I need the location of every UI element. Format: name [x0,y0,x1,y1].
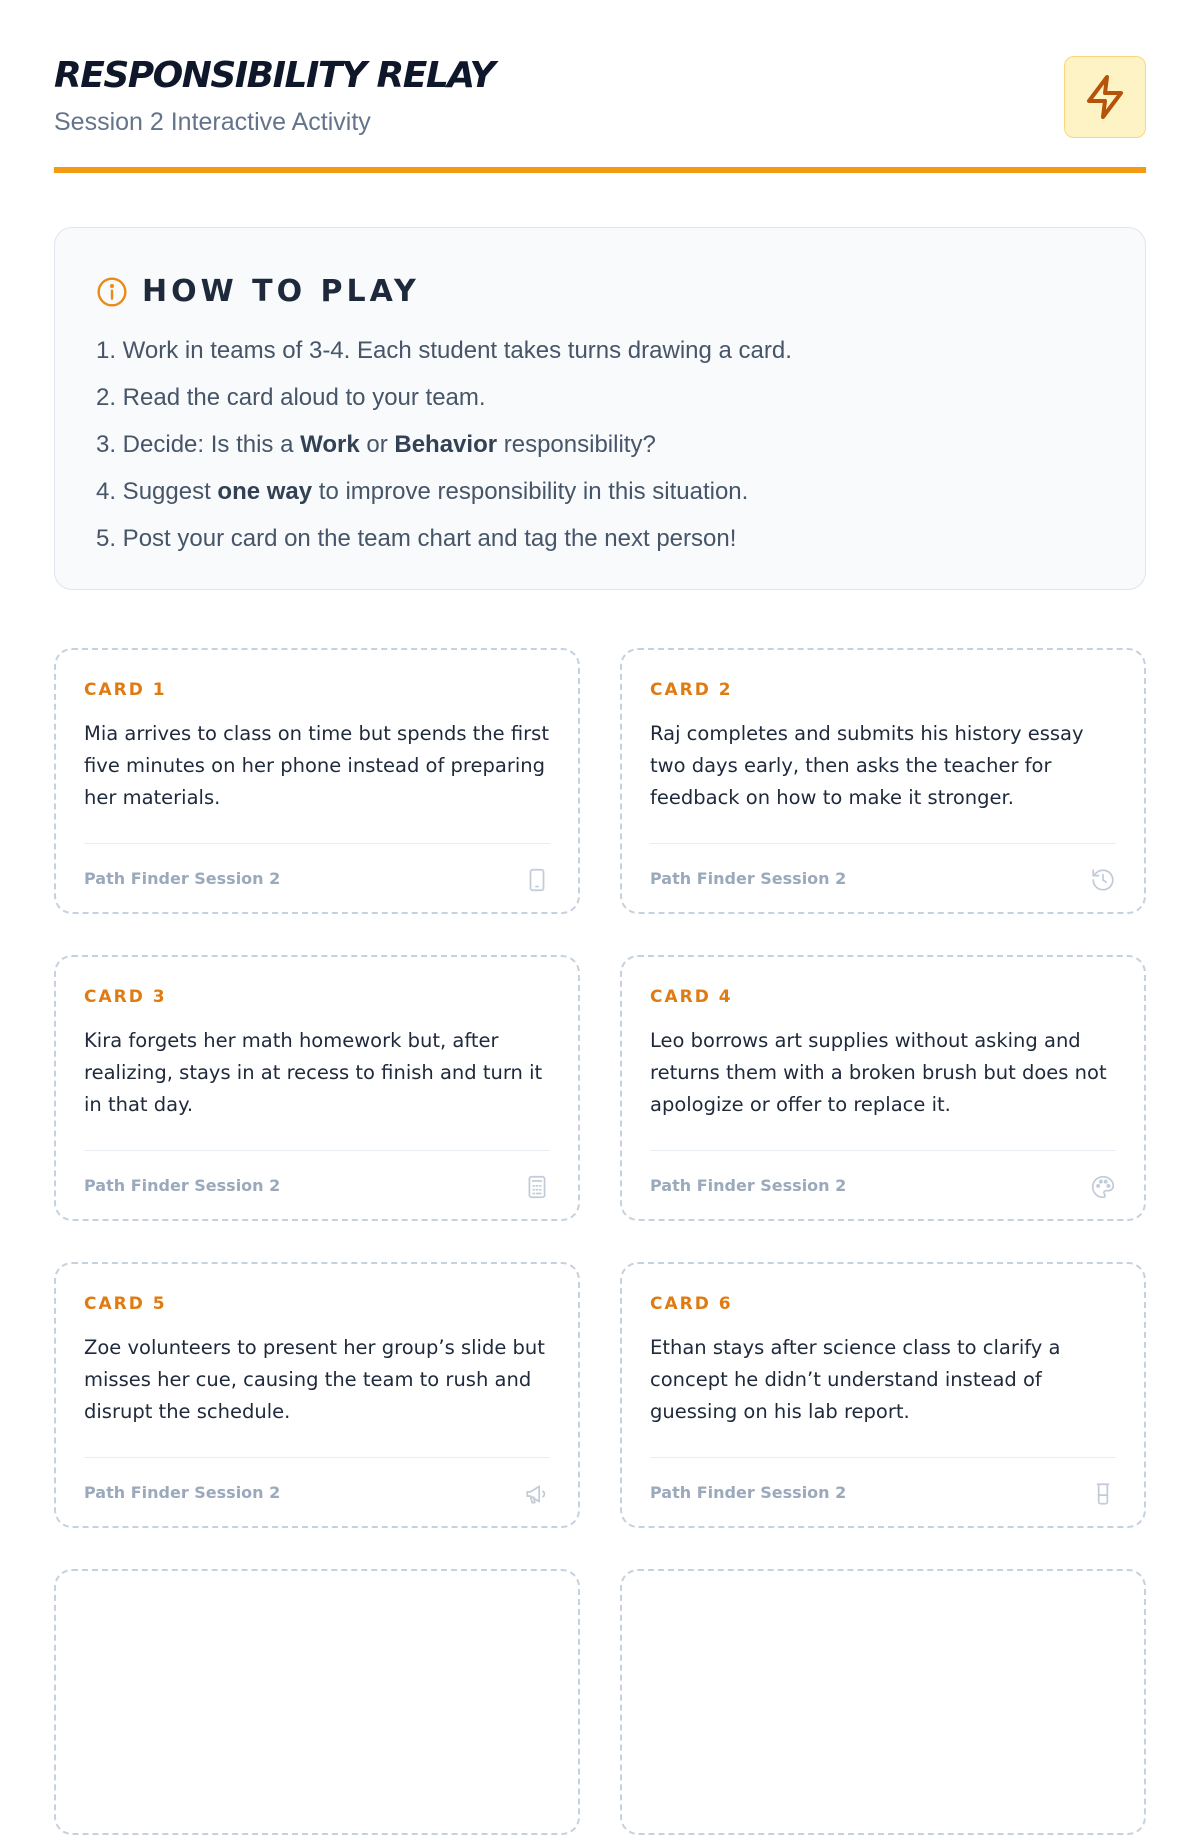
scenario-card-4[interactable] [620,955,1146,1221]
card-scenario-text: Kira forgets her math homework but, after realizing, stays in at recess to finish and turn it in that day. [84,1029,543,1116]
card-scenario-text: Raj completes and submits his history essay two days early, then asks the teacher for feedback on how to make it stronger. [650,722,1084,809]
card-label: CARD 2 [650,680,733,700]
scenario-card-7[interactable] [54,1569,580,1835]
card-scenario-text: Zoe volunteers to present her group’s slide but misses her cue, causing the team to rush and disrupt the schedule. [84,1336,545,1423]
card-scenario-text: Ethan stays after science class to clarify a concept he didn’t understand instead of guessing on his lab report. [650,1336,1061,1423]
page-header [54,0,1146,175]
instruction-step-3: 3. Decide: Is this a Work or Behavior responsibility? [96,431,656,458]
card-footer: Path Finder Session 2 [650,1483,847,1502]
beaker-icon [1090,1481,1116,1507]
card-footer: Path Finder Session 2 [84,869,281,888]
instruction-steps [96,327,792,562]
card-scenario-text: Mia arrives to class on time but spends the first five minutes on her phone instead of preparing her materials. [84,722,549,809]
scenario-card-5[interactable] [54,1262,580,1528]
page-title: RESPONSIBILITY RELAY [54,55,495,96]
info-icon [96,276,128,308]
card-label: CARD 1 [84,680,167,700]
scenario-card-1[interactable] [54,648,580,914]
lightning-bolt-icon [1081,73,1129,121]
card-label: CARD 4 [650,987,733,1007]
card-label: CARD 6 [650,1294,733,1314]
scenario-card-6[interactable] [620,1262,1146,1528]
card-label: CARD 5 [84,1294,167,1314]
how-to-play-panel [54,227,1146,590]
scenario-card-2[interactable] [620,648,1146,914]
term-work: Work [300,431,360,458]
card-footer: Path Finder Session 2 [84,1176,281,1195]
megaphone-icon [524,1481,550,1507]
card-scenario-text: Leo borrows art supplies without asking and returns them with a broken brush but does not apologize or offer to replace it. [650,1029,1107,1116]
how-to-play-header [96,276,420,308]
palette-icon [1090,1174,1116,1200]
card-divider [650,843,1116,844]
card-divider [84,1150,550,1151]
card-divider [650,1150,1116,1151]
card-divider [84,1457,550,1458]
instruction-step-1: 1. Work in teams of 3-4. Each student takes turns drawing a card. [96,337,792,364]
header-divider [54,167,1146,173]
card-footer: Path Finder Session 2 [650,869,847,888]
term-one-way: one way [217,478,313,505]
instruction-step-2: 2. Read the card aloud to your team. [96,384,486,411]
history-icon [1090,867,1116,893]
card-footer: Path Finder Session 2 [84,1483,281,1502]
instruction-step-5: 5. Post your card on the team chart and tag the next person! [96,525,737,552]
how-to-play-title: HOW TO PLAY [142,274,420,309]
card-footer: Path Finder Session 2 [650,1176,847,1195]
card-divider [84,843,550,844]
card-label: CARD 3 [84,987,167,1007]
scenario-card-8[interactable] [620,1569,1146,1835]
scenario-card-3[interactable] [54,955,580,1221]
instruction-step-4: 4. Suggest one way to improve responsibility in this situation. [96,478,749,505]
term-behavior: Behavior [394,431,498,458]
calculator-icon [524,1174,550,1200]
phone-icon [524,867,550,893]
card-divider [650,1457,1116,1458]
page-subtitle: Session 2 Interactive Activity [54,108,371,136]
lightning-bolt-button[interactable] [1064,56,1146,138]
activity-page [54,0,1146,1502]
